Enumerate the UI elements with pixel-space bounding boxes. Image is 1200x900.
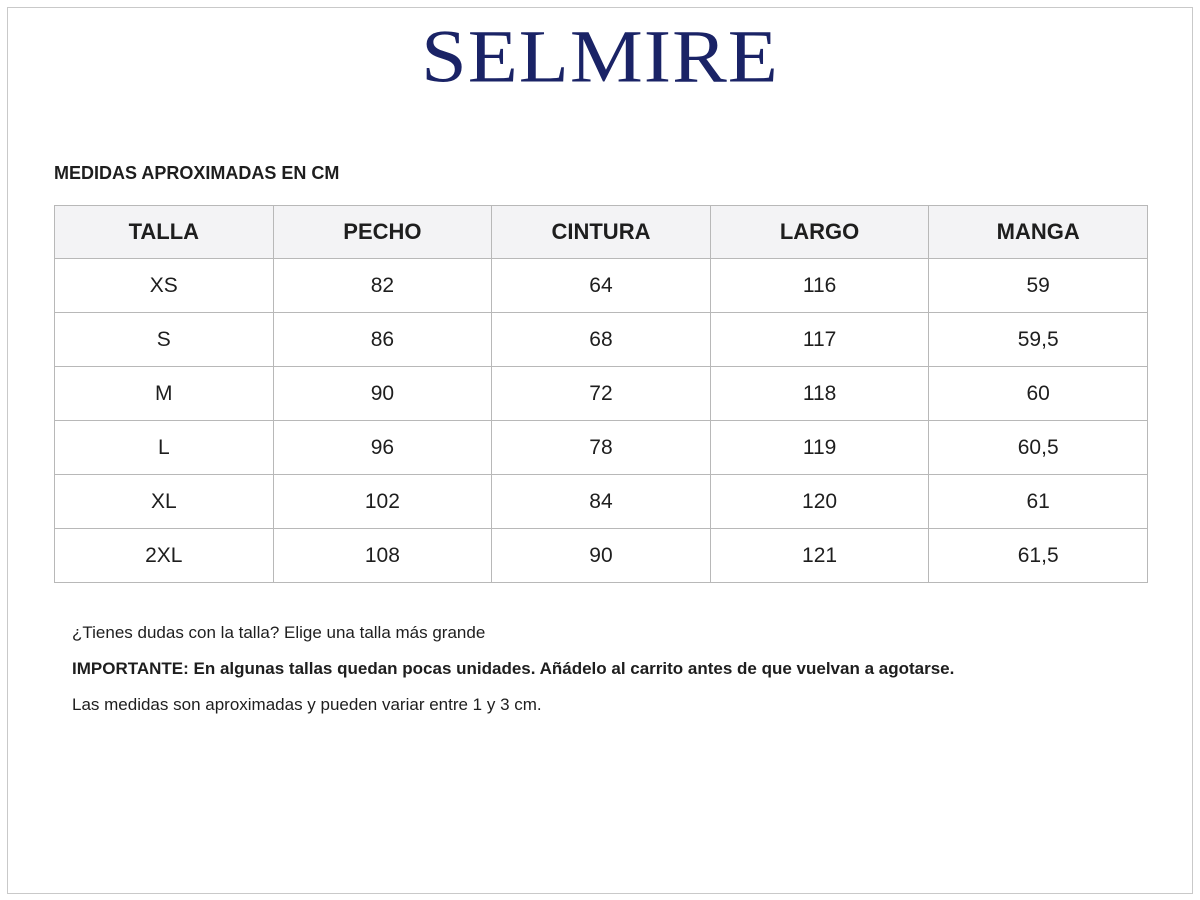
cell-manga: 60 — [929, 367, 1148, 421]
cell-largo: 118 — [710, 367, 929, 421]
cell-manga: 61 — [929, 475, 1148, 529]
cell-manga: 59 — [929, 259, 1148, 313]
section-title: MEDIDAS APROXIMADAS EN CM — [54, 163, 340, 183]
cell-cintura: 68 — [492, 313, 711, 367]
cell-pecho: 86 — [273, 313, 492, 367]
size-table — [54, 205, 1148, 583]
table-row — [55, 529, 1148, 583]
cell-pecho: 90 — [273, 367, 492, 421]
cell-largo: 121 — [710, 529, 929, 583]
brand-logo: SELMIRE — [421, 14, 779, 99]
cell-manga: 60,5 — [929, 421, 1148, 475]
header-cintura: CINTURA — [492, 206, 711, 259]
table-header-row — [55, 206, 1148, 259]
cell-manga: 59,5 — [929, 313, 1148, 367]
cell-pecho: 96 — [273, 421, 492, 475]
cell-pecho: 102 — [273, 475, 492, 529]
cell-talla: XS — [55, 259, 274, 313]
cell-talla: S — [55, 313, 274, 367]
cell-cintura: 84 — [492, 475, 711, 529]
cell-manga: 61,5 — [929, 529, 1148, 583]
table-row — [55, 367, 1148, 421]
header-talla: TALLA — [55, 206, 274, 259]
header-manga: MANGA — [929, 206, 1148, 259]
cell-cintura: 72 — [492, 367, 711, 421]
note-important: IMPORTANTE: En algunas tallas quedan pocas unidades. Añádelo al carrito antes de que vuelvan a agotarse. — [72, 659, 955, 678]
cell-largo: 116 — [710, 259, 929, 313]
cell-talla: L — [55, 421, 274, 475]
table-row — [55, 421, 1148, 475]
cell-pecho: 108 — [273, 529, 492, 583]
table-row — [55, 475, 1148, 529]
notes — [72, 622, 1152, 730]
table-row — [55, 259, 1148, 313]
note-size-advice: ¿Tienes dudas con la talla? Elige una talla más grande — [72, 623, 486, 642]
note-disclaimer: Las medidas son aproximadas y pueden variar entre 1 y 3 cm. — [72, 695, 542, 714]
header-largo: LARGO — [710, 206, 929, 259]
cell-cintura: 78 — [492, 421, 711, 475]
cell-talla: XL — [55, 475, 274, 529]
table-row — [55, 313, 1148, 367]
cell-talla: 2XL — [55, 529, 274, 583]
cell-largo: 120 — [710, 475, 929, 529]
cell-talla: M — [55, 367, 274, 421]
cell-pecho: 82 — [273, 259, 492, 313]
cell-largo: 117 — [710, 313, 929, 367]
header-pecho: PECHO — [273, 206, 492, 259]
cell-largo: 119 — [710, 421, 929, 475]
cell-cintura: 64 — [492, 259, 711, 313]
cell-cintura: 90 — [492, 529, 711, 583]
